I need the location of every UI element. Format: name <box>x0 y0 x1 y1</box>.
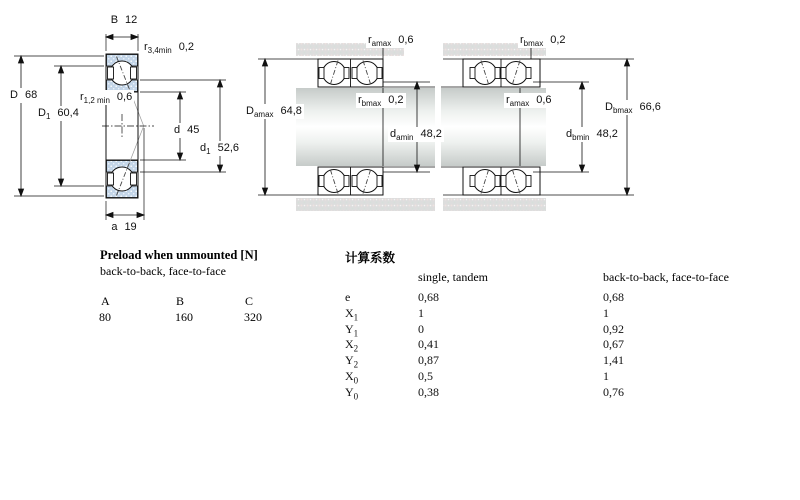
preload-value-A: 80 <box>99 310 111 324</box>
factors-row-Y1: $Y_1$ 0 0,92 <box>345 322 624 339</box>
preload-col-B: B <box>176 294 185 308</box>
factors-row-e: e 0,68 0,68 <box>345 290 624 304</box>
preload-value-C: 320 <box>244 310 262 324</box>
factors-col-single: single, tandem <box>418 270 488 284</box>
dim-label-Dbmax: $D_{bmax}$ 66,6 <box>605 101 661 116</box>
factors-row-X2: $X_2$ 0,41 0,67 <box>345 337 624 354</box>
dim-label-rbmax-mid: $r_{bmax}$ 0,2 <box>358 94 404 109</box>
preload-col-A: A <box>101 294 110 308</box>
preload-title: Preload when unmounted [N] <box>100 248 258 262</box>
dim-label-Damax: $D_{amax}$ 64,8 <box>246 105 302 120</box>
factors-row-Y0: $Y_0$ 0,38 0,76 <box>345 385 624 402</box>
dim-label-d: d 45 <box>172 123 201 138</box>
dim-label-ramax-top: $r_{amax}$ 0,6 <box>368 34 414 49</box>
preload-value-B: 160 <box>175 310 193 324</box>
dim-label-a: a 19 <box>101 220 147 235</box>
dim-label-B: B 12 <box>103 13 145 28</box>
dim-label-dbmin: $d_{bmin}$ 48,2 <box>566 128 618 143</box>
dim-label-r12min: $r_{1,2 min}$ 0,6 <box>80 91 133 106</box>
preload-subtitle: back-to-back, face-to-face <box>100 264 226 278</box>
dim-label-ramax-mid: $r_{amax}$ 0,6 <box>506 94 552 109</box>
dim-label-damin: $d_{amin}$ 48,2 <box>390 128 442 143</box>
factors-col-btb: back-to-back, face-to-face <box>603 270 729 284</box>
factors-row-X1: $X_1$ 1 1 <box>345 306 609 323</box>
dim-label-rbmax-top: $r_{bmax}$ 0,2 <box>520 34 566 49</box>
factors-row-X0: $X_0$ 0,5 1 <box>345 369 609 386</box>
dim-label-D: D 68 <box>8 88 39 103</box>
dim-label-d1: $d_1$ 52,6 <box>200 142 239 157</box>
dim-label-r34min: $r_{3,4min}$ 0,2 <box>144 41 194 56</box>
preload-col-C: C <box>245 294 254 308</box>
factors-title: 计算系数 <box>345 251 396 265</box>
factors-row-Y2: $Y_2$ 0,87 1,41 <box>345 353 624 370</box>
dim-label-D1: $D_1$ 60,4 <box>38 107 79 122</box>
